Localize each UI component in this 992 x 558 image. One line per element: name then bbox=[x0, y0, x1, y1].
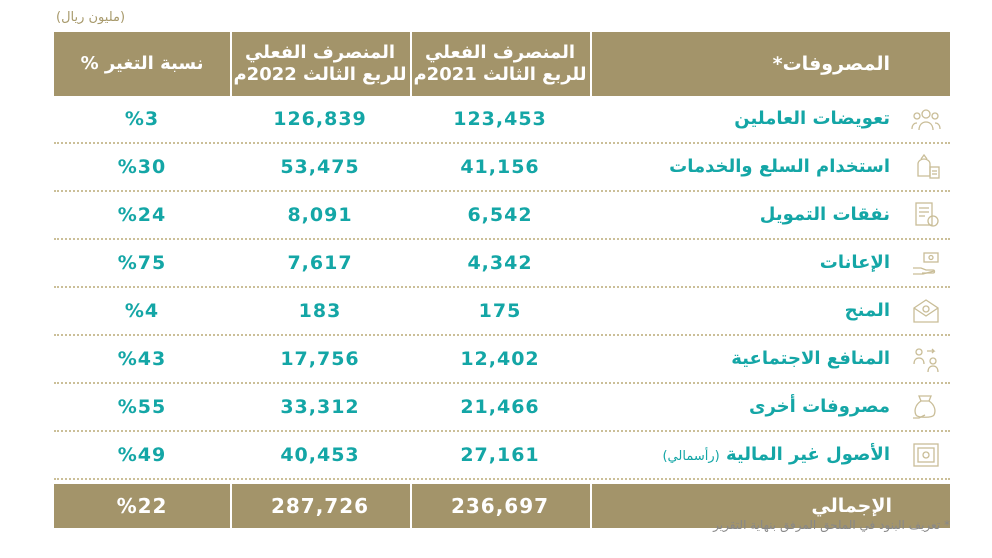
change-value: %55 bbox=[117, 396, 167, 418]
row-label-text: استخدام السلع والخدمات bbox=[669, 156, 890, 177]
row-label-sub: (رأسمالي) bbox=[662, 449, 720, 464]
value-2021: 21,466 bbox=[460, 396, 540, 418]
value-2022: 8,091 bbox=[287, 204, 353, 226]
header-2021: المنصرف الفعلي للربع الثالث 2021م bbox=[413, 42, 587, 85]
row-label bbox=[669, 144, 890, 190]
change-value: %24 bbox=[117, 204, 167, 226]
row-label bbox=[820, 240, 890, 286]
value-2022: 183 bbox=[298, 300, 342, 322]
row-label bbox=[734, 96, 890, 142]
row-label bbox=[749, 384, 890, 430]
money-bag-icon bbox=[910, 392, 942, 422]
table-row bbox=[54, 144, 950, 192]
value-2022: 17,756 bbox=[280, 348, 360, 370]
change-value: %49 bbox=[117, 444, 167, 466]
grant-envelope-icon bbox=[910, 296, 942, 326]
value-2021: 6,542 bbox=[467, 204, 533, 226]
table-row bbox=[54, 336, 950, 384]
financing-icon bbox=[910, 200, 942, 230]
value-2022: 53,475 bbox=[280, 156, 360, 178]
table-row bbox=[54, 192, 950, 240]
footnote: * تعريف البنود في الملحق المرفق بنهاية التقرير bbox=[713, 518, 950, 532]
row-label bbox=[662, 432, 890, 478]
row-label-text: المنافع الاجتماعية bbox=[731, 348, 890, 369]
value-2021: 27,161 bbox=[460, 444, 540, 466]
header-change: نسبة التغير % bbox=[80, 53, 204, 74]
table-row bbox=[54, 384, 950, 432]
subsidy-hand-icon bbox=[910, 248, 942, 278]
table-row bbox=[54, 432, 950, 480]
table-row bbox=[54, 240, 950, 288]
change-value: %75 bbox=[117, 252, 167, 274]
value-2021: 123,453 bbox=[453, 108, 547, 130]
row-label-text: الإعانات bbox=[819, 252, 890, 273]
value-2021: 41,156 bbox=[460, 156, 540, 178]
employees-icon bbox=[910, 104, 942, 134]
total-2021: 236,697 bbox=[450, 494, 550, 518]
safe-icon bbox=[910, 440, 942, 470]
change-value: %4 bbox=[124, 300, 160, 322]
value-2022: 40,453 bbox=[280, 444, 360, 466]
table-header bbox=[54, 32, 950, 96]
row-label-text: تعويضات العاملين bbox=[734, 108, 890, 129]
row-label bbox=[731, 336, 890, 382]
change-value: %3 bbox=[124, 108, 160, 130]
value-2022: 33,312 bbox=[280, 396, 360, 418]
value-2021: 4,342 bbox=[467, 252, 533, 274]
social-benefits-icon bbox=[910, 344, 942, 374]
header-2022: المنصرف الفعلي للربع الثالث 2022م bbox=[233, 42, 407, 85]
row-label-text: المنح bbox=[844, 300, 890, 321]
header-category: المصروفات* bbox=[772, 53, 890, 75]
change-value: %30 bbox=[117, 156, 167, 178]
row-label bbox=[760, 192, 890, 238]
table-row bbox=[54, 96, 950, 144]
change-value: %43 bbox=[117, 348, 167, 370]
row-label-text: الأصول غير المالية bbox=[725, 444, 890, 465]
value-2021: 175 bbox=[478, 300, 522, 322]
value-2022: 7,617 bbox=[287, 252, 353, 274]
expenditures-table bbox=[54, 32, 950, 528]
table-row bbox=[54, 288, 950, 336]
goods-services-icon bbox=[910, 152, 942, 182]
row-label-text: مصروفات أخرى bbox=[748, 396, 890, 417]
value-2022: 126,839 bbox=[273, 108, 367, 130]
total-change: %22 bbox=[116, 494, 168, 518]
total-label: الإجمالي bbox=[811, 495, 892, 517]
row-label bbox=[845, 288, 890, 334]
value-2021: 12,402 bbox=[460, 348, 540, 370]
row-label-text: نفقات التمويل bbox=[759, 204, 890, 225]
unit-label: (مليون ريال) bbox=[56, 10, 126, 25]
total-2022: 287,726 bbox=[270, 494, 370, 518]
